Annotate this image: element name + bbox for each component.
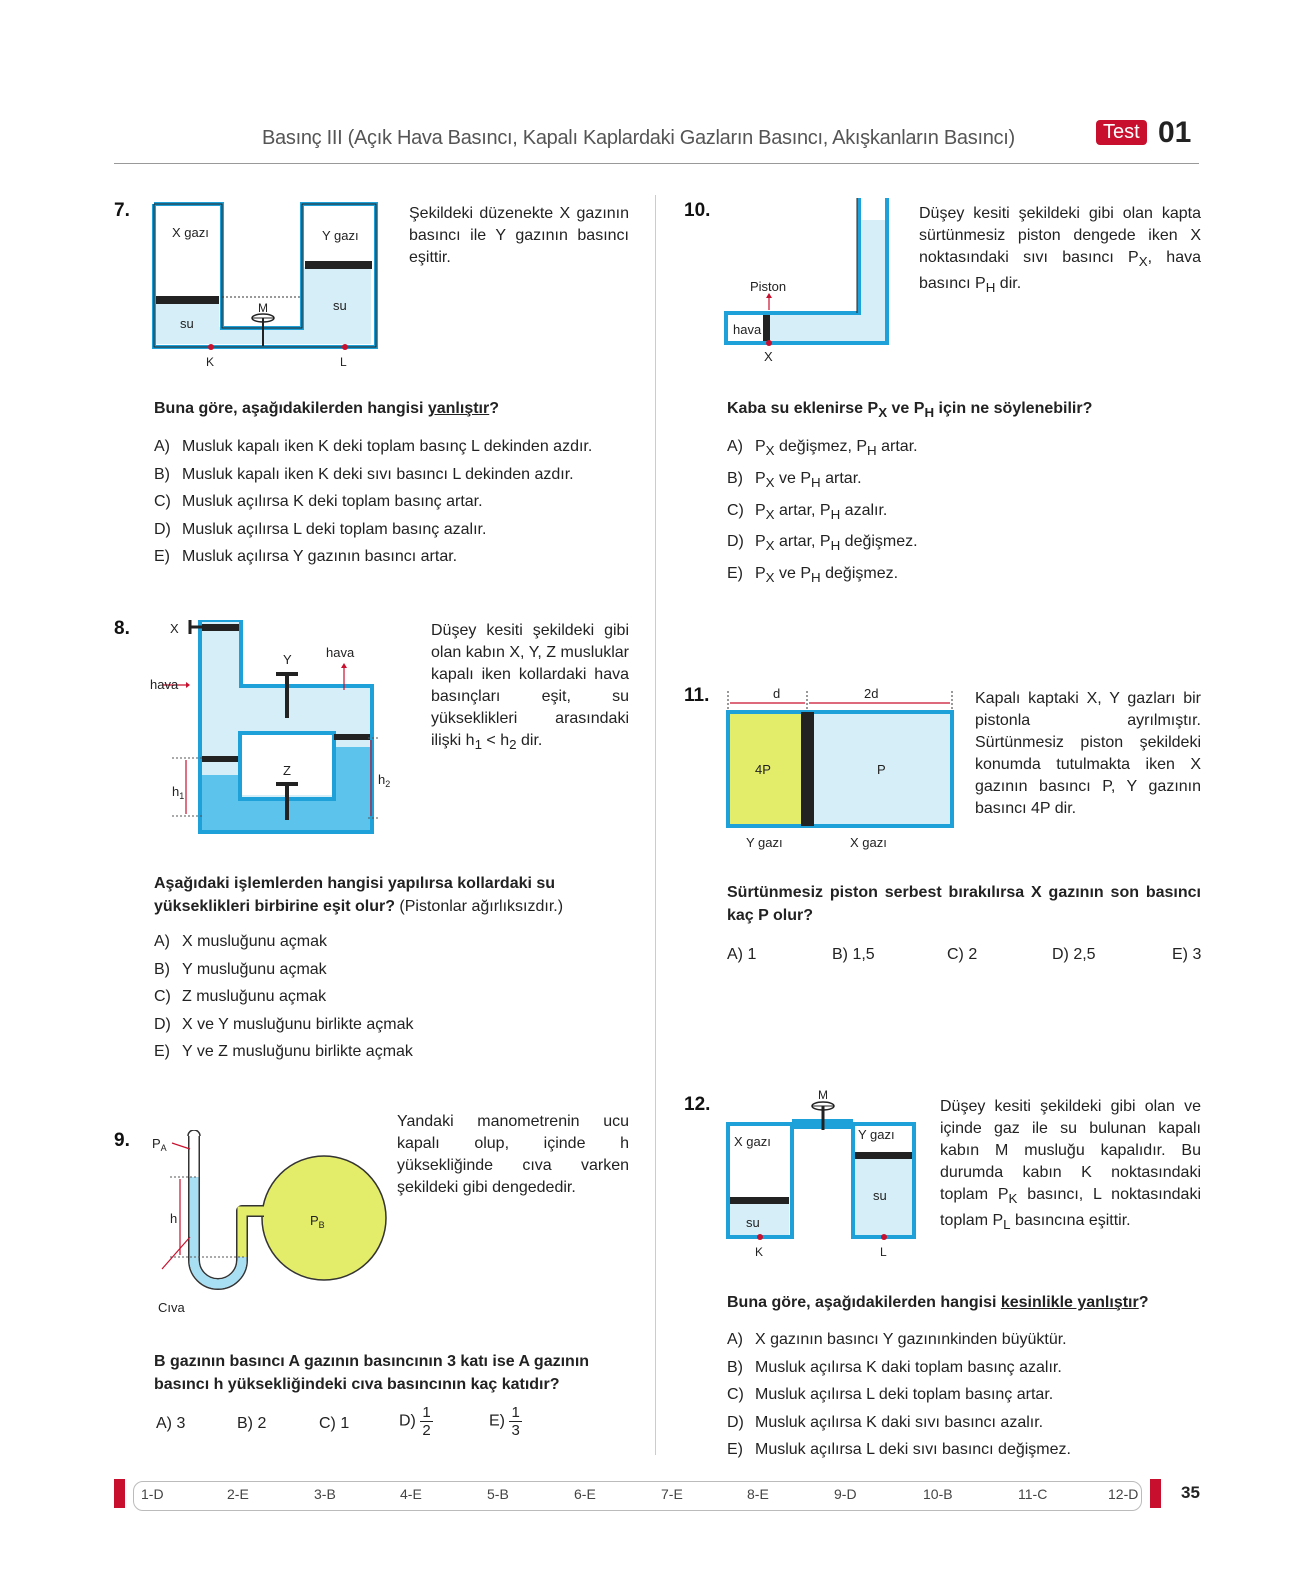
q8-option-d[interactable]: D) X ve Y musluğunu birlikte açmak xyxy=(154,1015,414,1033)
question-number-8: 8. xyxy=(114,618,130,639)
q10-option-b[interactable]: B) $P_X$ ve $P_H$ artar. xyxy=(727,469,862,490)
q9-option-b[interactable]: B) 2 xyxy=(237,1415,267,1432)
answer-2: 2-E xyxy=(227,1486,249,1502)
answer-12: 12-D xyxy=(1108,1486,1139,1502)
q11-option-d[interactable]: D) 2,5 xyxy=(1052,946,1096,963)
q9-figure xyxy=(150,1130,400,1320)
q11-option-a[interactable]: A) 1 xyxy=(727,946,757,963)
page-header-title: Basınç III (Açık Hava Basıncı, Kapalı Kaplardaki Gazların Basıncı, Akışkanların Basıncı) xyxy=(262,127,1015,149)
q7-valve-label: M xyxy=(258,301,268,315)
q7-figure xyxy=(150,200,390,372)
q7-option-a[interactable]: A) Musluk kapalı iken K deki toplam basınç L dekinden azdır. xyxy=(154,438,593,455)
answer-key-bar xyxy=(133,1481,1142,1511)
answer-1: 1-D xyxy=(141,1486,164,1502)
q11-option-e[interactable]: E) 3 xyxy=(1172,946,1202,963)
q10-option-a[interactable]: A) $P_X$ değişmez, $P_H$ artar. xyxy=(727,438,918,459)
question-number-7: 7. xyxy=(114,200,130,221)
q7-y-gas-label: Y gazı xyxy=(322,228,359,243)
q12-m-label: M xyxy=(818,1090,828,1102)
q7-option-c[interactable]: C) Musluk açılırsa K deki toplam basınç artar. xyxy=(154,493,483,511)
answer-8: 8-E xyxy=(747,1486,769,1502)
q8-figure xyxy=(150,620,400,850)
answer-11: 11-C xyxy=(1018,1486,1048,1502)
q7-water-right-label: su xyxy=(333,298,347,313)
answer-3: 3-B xyxy=(314,1486,336,1502)
question-number-11: 11. xyxy=(684,685,710,706)
test-badge: Test xyxy=(1096,120,1147,145)
q7-k-label: K xyxy=(206,355,215,369)
q8-question: Aşağıdaki işlemlerden hangisi yapılırsa kollardaki su yükseklikleri birbirine eşit olur? (Pistonlar ağırlıksızdır.) xyxy=(154,875,564,915)
q9-option-e[interactable]: E) $\frac{1}{3}$ xyxy=(489,1404,520,1439)
q8-hava-right-label: hava xyxy=(326,645,355,660)
q9-h-label: h xyxy=(170,1211,178,1226)
q7-option-d[interactable]: D) Musluk açılırsa L deki toplam basınç azalır. xyxy=(154,520,487,538)
q11-2d-label: 2d xyxy=(864,686,879,701)
q8-hava-left-label: hava xyxy=(150,677,179,692)
question-number-9: 9. xyxy=(114,1130,130,1151)
q9-pb-label: $P_B$ xyxy=(310,1213,325,1230)
answer-bar-left-marker xyxy=(114,1479,125,1508)
q12-question: Buna göre, aşağıdakilerden hangisi kesinlikle yanlıştır? xyxy=(727,1294,1149,1311)
q8-option-e[interactable]: E) Y ve Z musluğunu birlikte açmak xyxy=(154,1043,413,1061)
answer-4: 4-E xyxy=(400,1486,422,1502)
answer-bar-right-marker xyxy=(1150,1479,1161,1508)
q7-option-e[interactable]: E) Musluk açılırsa Y gazının basıncı artar. xyxy=(154,548,458,566)
q12-l-label: L xyxy=(880,1245,887,1259)
q8-y-label: Y xyxy=(283,652,292,667)
q12-figure xyxy=(722,1090,922,1270)
q10-description: Düşey kesiti şekildeki gibi olan kaptа sürtünmesiz piston dengede iken X noktasındaki sıvı basıncı $P_X$, hava basıncı $P_H$ dir. xyxy=(919,205,1201,296)
q11-y-gas-label: Y gazı xyxy=(746,835,783,850)
answer-7: 7-E xyxy=(661,1486,683,1502)
q7-water-left-label: su xyxy=(180,316,194,331)
q7-question: Buna göre, aşağıdakilerden hangisi yanlıştır? xyxy=(154,400,499,417)
q12-option-a[interactable]: A) X gazının basıncı Y gazınınkinden büyüktür. xyxy=(727,1331,1067,1348)
page-number: 35 xyxy=(1181,1483,1200,1502)
answer-9: 9-D xyxy=(834,1486,857,1502)
q10-option-c[interactable]: C) $P_X$ artar, $P_H$ azalır. xyxy=(727,501,888,522)
q8-h2-label: $h_2$ xyxy=(378,772,391,789)
q11-left-pressure: 4P xyxy=(755,762,771,777)
q10-piston-label: Piston xyxy=(750,279,787,294)
q11-description: Kapalı kaptaki X, Y gazları bir pistonla ayrılmıştır. Sürtünmesiz piston şekildeki konumda tutulmakta iken X gazının basıncı P, Y gazının basıncı 4P dir. xyxy=(975,690,1201,817)
answer-5: 5-B xyxy=(487,1486,509,1502)
q8-options xyxy=(154,928,414,1066)
q12-option-d[interactable]: D) Musluk açılırsa K daki sıvı basıncı azalır. xyxy=(727,1413,1044,1431)
q10-x-label: X xyxy=(764,349,773,364)
q9-description: Yandaki manometrenin ucu kapalı olup, içinde h yüksekliğinde cıva varken şekildeki gibi dengededir. xyxy=(397,1113,629,1196)
q11-right-pressure: P xyxy=(877,762,886,777)
q12-k-label: K xyxy=(755,1245,764,1259)
q11-option-b[interactable]: B) 1,5 xyxy=(832,946,875,963)
q10-question: Kaba su eklenirse $P_X$ ve $P_H$ için ne söylenebilir? xyxy=(727,400,1093,421)
q8-option-b[interactable]: B) Y musluğunu açmak xyxy=(154,960,327,978)
q8-z-label: Z xyxy=(283,763,291,778)
column-divider xyxy=(655,195,656,1455)
question-number-10: 10. xyxy=(684,200,711,221)
q9-option-d[interactable]: D) $\frac{1}{2}$ xyxy=(399,1404,431,1439)
q8-option-c[interactable]: C) Z musluğunu açmak xyxy=(154,988,327,1006)
q12-option-c[interactable]: C) Musluk açılırsa L deki toplam basınç artar. xyxy=(727,1386,1054,1404)
q7-l-label: L xyxy=(340,355,347,369)
q10-option-d[interactable]: D) $P_X$ artar, $P_H$ değişmez. xyxy=(727,533,918,554)
q8-option-a[interactable]: A) X musluğunu açmak xyxy=(154,933,327,950)
q9-pa-label: $P_A$ xyxy=(152,1136,167,1153)
q8-x-label: X xyxy=(170,621,179,636)
answer-10: 10-B xyxy=(923,1486,953,1502)
q9-civa-label: Cıva xyxy=(158,1300,185,1315)
question-number-12: 12. xyxy=(684,1094,711,1115)
q12-option-b[interactable]: B) Musluk açılırsa K daki toplam basınç azalır. xyxy=(727,1358,1062,1376)
q11-d-label: d xyxy=(773,686,781,701)
q10-figure xyxy=(722,198,902,368)
q8-description: Düşey kesiti şekildeki gibi olan kabın X, Y, Z musluklar kapalı iken kollardaki hava basınçları eşit, su yükseklikleri arasındaki ilişki $h_1 < h_2$ dir. xyxy=(431,622,629,753)
q10-options xyxy=(727,433,918,592)
q9-question: B gazının basıncı A gazının basıncının 3 katı ise A gazının basıncı h yüksekliğindeki cıva basıncının kaç katıdır? xyxy=(154,1353,590,1393)
q11-figure xyxy=(722,683,962,863)
q7-options xyxy=(154,433,592,571)
q11-x-gas-label: X gazı xyxy=(850,835,887,850)
answer-6: 6-E xyxy=(574,1486,596,1502)
q11-option-c[interactable]: C) 2 xyxy=(947,946,978,963)
q12-description: Düşey kesiti şekildeki gibi olan ve içinde gaz ile su bulunan kapalı kabın M musluğu kapalıdır. Bu durumda kabın K noktasındaki toplam $P_K$ basıncı, L noktasındaki toplam $P_L$ basıncına eşittir. xyxy=(940,1098,1202,1233)
q12-x-gas-label: X gazı xyxy=(734,1134,771,1149)
q11-question: Sürtünmesiz piston serbest bırakılırsa X gazının son basıncı kaç P olur? xyxy=(727,884,1201,924)
q8-h1-label: $h_1$ xyxy=(172,784,185,801)
q12-water-right-label: su xyxy=(873,1188,887,1203)
q12-water-left-label: su xyxy=(746,1215,760,1230)
q7-option-b[interactable]: B) Musluk kapalı iken K deki sıvı basıncı L dekinden azdır. xyxy=(154,465,574,483)
q9-option-c[interactable]: C) 1 xyxy=(319,1415,350,1432)
q7-x-gas-label: X gazı xyxy=(172,225,209,240)
q10-option-e[interactable]: E) $P_X$ ve $P_H$ değişmez. xyxy=(727,565,899,586)
header-divider xyxy=(114,163,1199,164)
test-number: 01 xyxy=(1158,116,1192,149)
q12-options xyxy=(727,1326,1071,1464)
q12-option-e[interactable]: E) Musluk açılırsa L deki sıvı basıncı değişmez. xyxy=(727,1441,1071,1459)
q10-hava-label: hava xyxy=(733,322,762,337)
q9-option-a[interactable]: A) 3 xyxy=(156,1415,186,1432)
q7-description: Şekildeki düzenekte X gazının basıncı ile Y gazının basıncı eşittir. xyxy=(409,205,629,266)
q12-y-gas-label: Y gazı xyxy=(858,1127,895,1142)
